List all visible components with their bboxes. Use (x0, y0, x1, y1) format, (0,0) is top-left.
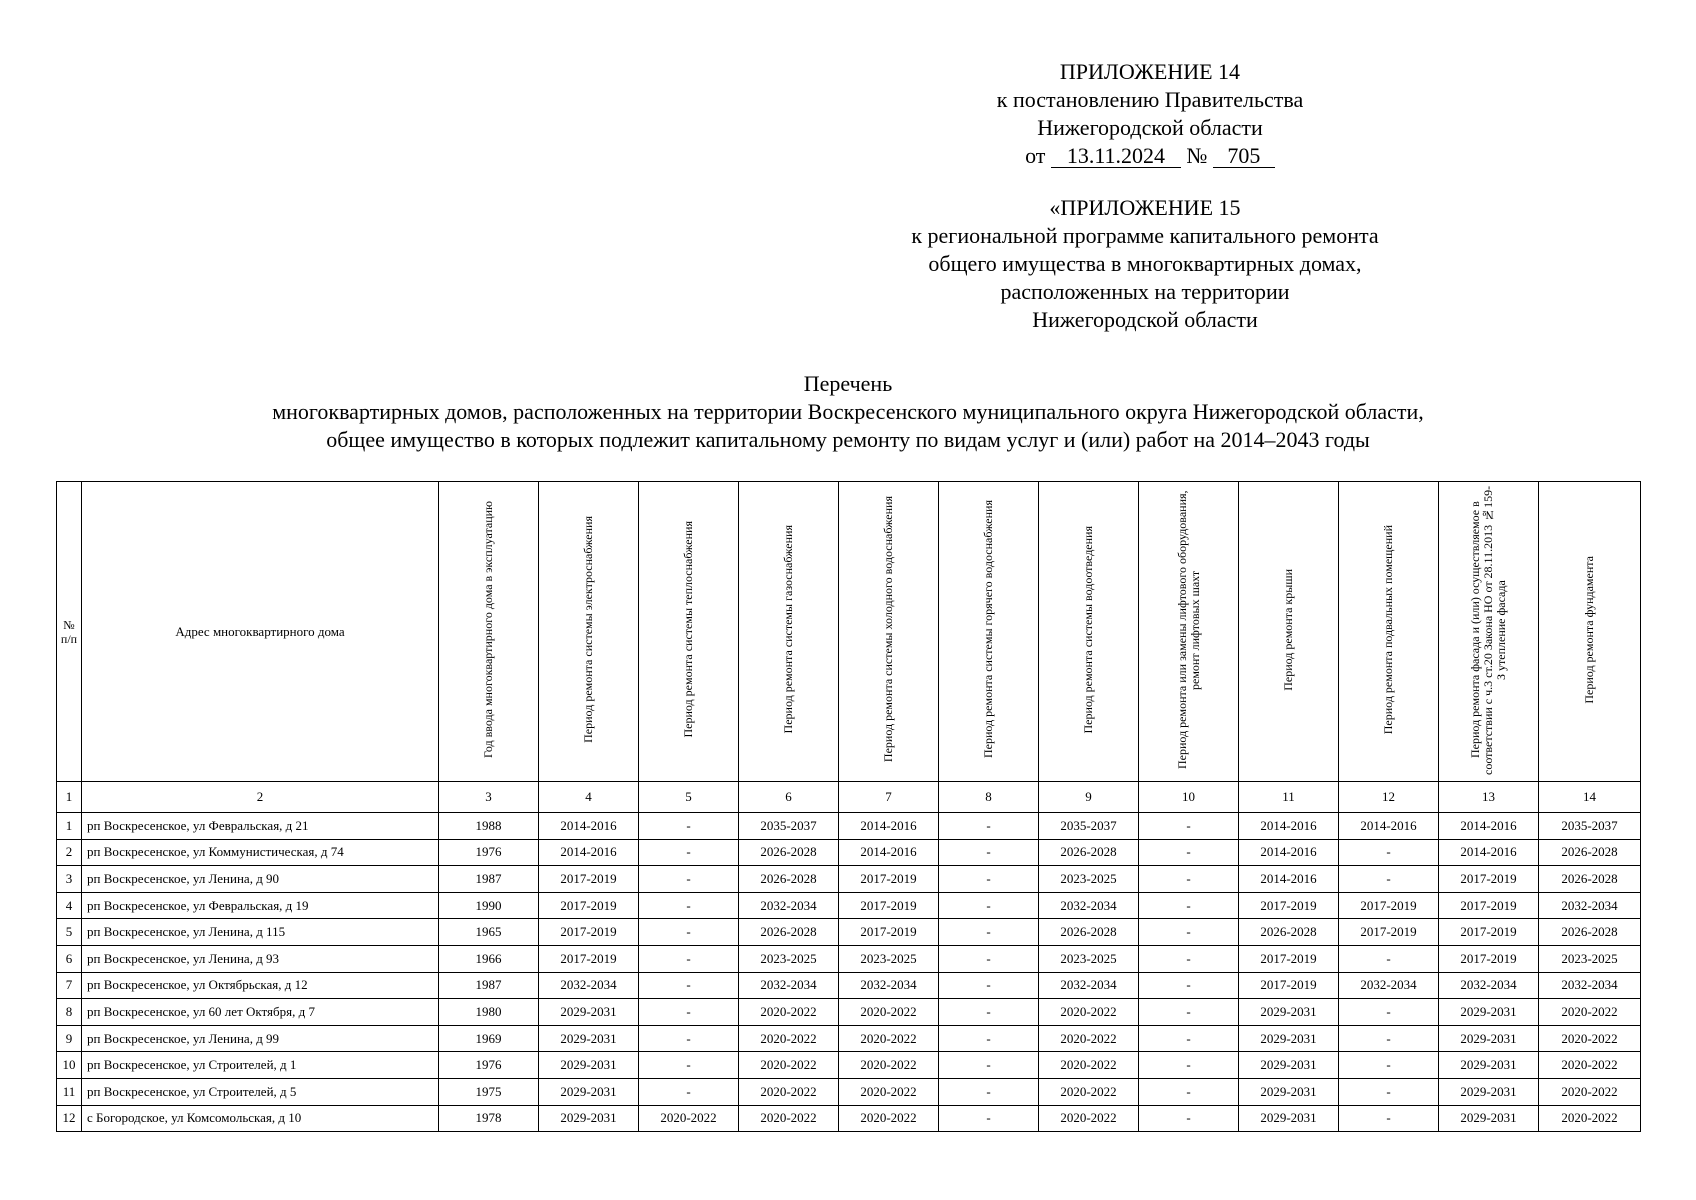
table-cell: - (639, 813, 739, 840)
table-cell: - (1339, 1078, 1439, 1105)
table-row (57, 972, 1641, 999)
document-title-line1: Перечень (803, 371, 893, 396)
table-cell: - (639, 999, 739, 1026)
table-cell: - (639, 892, 739, 919)
table-cell: 2029-2031 (1239, 999, 1339, 1026)
table-cell: 2035-2037 (739, 813, 839, 840)
table-cell: 2017-2019 (1439, 919, 1539, 946)
table-cell: 4 (57, 892, 82, 919)
table-cell: 1969 (439, 1025, 539, 1052)
resolution-number: 705 (1213, 145, 1275, 168)
table-cell: - (1139, 813, 1239, 840)
table-cell: 2017-2019 (1439, 945, 1539, 972)
table-cell: 2032-2034 (1039, 972, 1139, 999)
table-cell: 2017-2019 (839, 919, 939, 946)
table-cell: 3 (57, 866, 82, 893)
table-cell: - (939, 1078, 1039, 1105)
table-cell: 2032-2034 (539, 972, 639, 999)
table-cell: - (1139, 839, 1239, 866)
table-cell: 2032-2034 (1339, 972, 1439, 999)
table-cell: 11 (57, 1078, 82, 1105)
column-number-cell: 11 (1239, 782, 1339, 813)
table-cell: 1976 (439, 839, 539, 866)
table-cell: - (939, 1052, 1039, 1079)
table-cell: 2014-2016 (539, 839, 639, 866)
address-cell: рп Воскресенское, ул Февральская, д 19 (82, 892, 439, 919)
table-cell: 7 (57, 972, 82, 999)
table-cell: 2017-2019 (539, 866, 639, 893)
appendix-14-block (980, 58, 1320, 170)
table-cell: - (639, 945, 739, 972)
table-cell: 2020-2022 (739, 999, 839, 1026)
header-cell: Период ремонта системы водоотведения (1039, 482, 1139, 782)
table-cell: - (639, 972, 739, 999)
table-cell: - (1139, 1025, 1239, 1052)
address-cell: рп Воскресенское, ул Ленина, д 99 (82, 1025, 439, 1052)
column-number-cell: 14 (1539, 782, 1641, 813)
table-row (57, 945, 1641, 972)
address-cell: рп Воскресенское, ул Ленина, д 90 (82, 866, 439, 893)
address-cell: рп Воскресенское, ул Строителей, д 5 (82, 1078, 439, 1105)
table-cell: - (1339, 1105, 1439, 1132)
table-cell: 2020-2022 (639, 1105, 739, 1132)
table-cell: 2026-2028 (1539, 866, 1641, 893)
appendix-15-line4: Нижегородской области (1032, 307, 1258, 332)
appendix-15-title: «ПРИЛОЖЕНИЕ 15 (1049, 195, 1241, 220)
address-cell: рп Воскресенское, ул Февральская, д 21 (82, 813, 439, 840)
table-cell: 1975 (439, 1078, 539, 1105)
table-cell: 2029-2031 (1239, 1025, 1339, 1052)
table-cell: 2029-2031 (1239, 1052, 1339, 1079)
table-cell: 2029-2031 (539, 999, 639, 1026)
table-cell: 1980 (439, 999, 539, 1026)
table-cell: 2017-2019 (539, 919, 639, 946)
header-cell: № п/п (57, 482, 82, 782)
table-header-row (57, 482, 1641, 782)
address-cell: рп Воскресенское, ул 60 лет Октября, д 7 (82, 999, 439, 1026)
table-cell: - (1139, 972, 1239, 999)
table-cell: 2017-2019 (839, 892, 939, 919)
table-cell: 1987 (439, 866, 539, 893)
column-number-cell: 6 (739, 782, 839, 813)
appendix-15-block (900, 194, 1390, 334)
table-cell: 5 (57, 919, 82, 946)
header-cell: Период ремонта системы газоснабжения (739, 482, 839, 782)
header-cell: Год ввода многоквартирного дома в эксплуатацию (439, 482, 539, 782)
table-cell: 1988 (439, 813, 539, 840)
appendix-15-line2: общего имущества в многоквартирных домах, (928, 251, 1362, 276)
document-title-line2: многоквартирных домов, расположенных на территории Воскресенского муниципального округа Нижегородской области, (272, 399, 1424, 424)
header-cell: Период ремонта фасада и (или) осуществляемое в соответствии с ч.3 ст.20 Закона НО от 28.11.2013 №159-З утепление фасада (1439, 482, 1539, 782)
table-cell: 2026-2028 (1039, 919, 1139, 946)
table-cell: 2020-2022 (1039, 1025, 1139, 1052)
table-cell: 2032-2034 (1039, 892, 1139, 919)
table-cell: 1987 (439, 972, 539, 999)
table-cell: 2035-2037 (1039, 813, 1139, 840)
table-cell: 2026-2028 (1539, 839, 1641, 866)
table-cell: 2032-2034 (1439, 972, 1539, 999)
table-row (57, 1052, 1641, 1079)
header-cell: Период ремонта фундамента (1539, 482, 1641, 782)
address-cell: рп Воскресенское, ул Октябрьская, д 12 (82, 972, 439, 999)
table-cell: - (1139, 1105, 1239, 1132)
table-cell: - (1339, 1025, 1439, 1052)
table-cell: 2 (57, 839, 82, 866)
table-cell: 2014-2016 (1439, 839, 1539, 866)
table-cell: 2029-2031 (539, 1105, 639, 1132)
table-cell: 2020-2022 (839, 1078, 939, 1105)
table-cell: 2026-2028 (739, 839, 839, 866)
table-cell: 2032-2034 (1539, 892, 1641, 919)
table-cell: 2026-2028 (739, 866, 839, 893)
table-row (57, 839, 1641, 866)
appendix-15-line1: к региональной программе капитального ремонта (911, 223, 1379, 248)
document-title-line3: общее имущество в которых подлежит капитальному ремонту по видам услуг и (или) работ на 2014–2043 годы (326, 427, 1370, 452)
appendix-15-line3: расположенных на территории (1000, 279, 1290, 304)
appendix-14-line1: к постановлению Правительства (996, 87, 1304, 112)
table-cell: 2020-2022 (1539, 999, 1641, 1026)
table-cell: 2020-2022 (839, 1105, 939, 1132)
table-row (57, 866, 1641, 893)
table-row (57, 892, 1641, 919)
table-cell: 1990 (439, 892, 539, 919)
table-cell: 2029-2031 (1239, 1105, 1339, 1132)
header-cell: Адрес многоквартирного дома (82, 482, 439, 782)
table-cell: - (939, 972, 1039, 999)
table-cell: - (1139, 1078, 1239, 1105)
table-cell: 2029-2031 (1439, 1052, 1539, 1079)
table-cell: 2029-2031 (1439, 1078, 1539, 1105)
table-cell: 2014-2016 (539, 813, 639, 840)
table-cell: 2020-2022 (839, 1052, 939, 1079)
table-cell: - (1339, 839, 1439, 866)
appendix-14-line2: Нижегородской области (1037, 115, 1263, 140)
table-cell: 2035-2037 (1539, 813, 1641, 840)
table-cell: - (1339, 945, 1439, 972)
table-cell: - (939, 1105, 1039, 1132)
table-row (57, 1078, 1641, 1105)
table-cell: 2023-2025 (1039, 945, 1139, 972)
table-cell: 2017-2019 (539, 945, 639, 972)
table-cell: - (639, 1052, 739, 1079)
resolution-date: 13.11.2024 (1051, 145, 1181, 168)
column-number-cell: 4 (539, 782, 639, 813)
header-cell: Период ремонта подвальных помещений (1339, 482, 1439, 782)
table-cell: 2020-2022 (739, 1025, 839, 1052)
table-cell: 2017-2019 (1439, 866, 1539, 893)
table-cell: - (939, 1025, 1039, 1052)
table-cell: 2014-2016 (839, 839, 939, 866)
header-cell: Период ремонта системы горячего водоснабжения (939, 482, 1039, 782)
table-cell: 2020-2022 (739, 1052, 839, 1079)
table-cell: - (1139, 919, 1239, 946)
table-cell: 2020-2022 (739, 1078, 839, 1105)
table-cell: - (1339, 866, 1439, 893)
table-cell: - (939, 892, 1039, 919)
table-cell: 2014-2016 (1439, 813, 1539, 840)
table-cell: 2026-2028 (1039, 839, 1139, 866)
table-cell: 2017-2019 (1239, 892, 1339, 919)
table-cell: - (939, 839, 1039, 866)
header-cell: Период ремонта системы электроснабжения (539, 482, 639, 782)
table-cell: - (639, 1025, 739, 1052)
document-title (0, 370, 1696, 454)
table-cell: - (939, 813, 1039, 840)
table-cell: - (1139, 866, 1239, 893)
column-number-cell: 5 (639, 782, 739, 813)
column-number-cell: 8 (939, 782, 1039, 813)
header-cell: Период ремонта или замены лифтового оборудования, ремонт лифтовых шахт (1139, 482, 1239, 782)
appendix-14-title: ПРИЛОЖЕНИЕ 14 (1059, 59, 1241, 84)
table-cell: 2023-2025 (739, 945, 839, 972)
column-number-cell: 7 (839, 782, 939, 813)
table-cell: 9 (57, 1025, 82, 1052)
table-cell: - (1139, 999, 1239, 1026)
table-cell: 2029-2031 (539, 1025, 639, 1052)
table-cell: 2017-2019 (1239, 972, 1339, 999)
table-cell: 2029-2031 (1439, 1025, 1539, 1052)
table-row (57, 919, 1641, 946)
table-row (57, 813, 1641, 840)
table-cell: 2020-2022 (739, 1105, 839, 1132)
address-cell: рп Воскресенское, ул Строителей, д 1 (82, 1052, 439, 1079)
table-cell: 2032-2034 (1539, 972, 1641, 999)
table-cell: 2020-2022 (1039, 999, 1139, 1026)
table-cell: 2029-2031 (1239, 1078, 1339, 1105)
table-cell: 2020-2022 (1039, 1105, 1139, 1132)
number-sign: № (1186, 143, 1208, 168)
header-cell: Период ремонта крыши (1239, 482, 1339, 782)
table-cell: 2023-2025 (1539, 945, 1641, 972)
table-row (57, 1025, 1641, 1052)
table-cell: - (639, 919, 739, 946)
address-cell: с Богородское, ул Комсомольская, д 10 (82, 1105, 439, 1132)
table-cell: 2017-2019 (1239, 945, 1339, 972)
table-cell: 2017-2019 (539, 892, 639, 919)
table-cell: 2017-2019 (1339, 892, 1439, 919)
column-number-cell: 3 (439, 782, 539, 813)
table-row (57, 1105, 1641, 1132)
table-cell: - (939, 945, 1039, 972)
table-row (57, 999, 1641, 1026)
table-cell: 2020-2022 (839, 1025, 939, 1052)
header-cell: Период ремонта системы теплоснабжения (639, 482, 739, 782)
table-cell: 2026-2028 (1539, 919, 1641, 946)
table-cell: 2029-2031 (1439, 1105, 1539, 1132)
table-cell: 2026-2028 (1239, 919, 1339, 946)
table-cell: - (939, 999, 1039, 1026)
column-number-cell: 10 (1139, 782, 1239, 813)
table-cell: 2017-2019 (1439, 892, 1539, 919)
column-number-cell: 9 (1039, 782, 1139, 813)
table-cell: 2029-2031 (539, 1078, 639, 1105)
table-cell: 2020-2022 (1539, 1078, 1641, 1105)
table-cell: 2014-2016 (1239, 839, 1339, 866)
table-cell: - (1139, 1052, 1239, 1079)
table-cell: - (639, 866, 739, 893)
table-cell: 2023-2025 (1039, 866, 1139, 893)
table-cell: 2032-2034 (839, 972, 939, 999)
houses-table (56, 481, 1641, 1132)
table-cell: 2014-2016 (839, 813, 939, 840)
column-number-cell: 1 (57, 782, 82, 813)
table-cell: 2023-2025 (839, 945, 939, 972)
column-number-row (57, 782, 1641, 813)
table-cell: 2020-2022 (839, 999, 939, 1026)
table-cell: 1965 (439, 919, 539, 946)
table-cell: - (939, 919, 1039, 946)
table-cell: 6 (57, 945, 82, 972)
table-cell: 2017-2019 (1339, 919, 1439, 946)
table-cell: 2014-2016 (1239, 866, 1339, 893)
table-cell: - (639, 1078, 739, 1105)
table-cell: 2026-2028 (739, 919, 839, 946)
table-cell: 2029-2031 (1439, 999, 1539, 1026)
table-cell: 1978 (439, 1105, 539, 1132)
table-cell: 2020-2022 (1539, 1052, 1641, 1079)
table-cell: 1966 (439, 945, 539, 972)
table-cell: 1976 (439, 1052, 539, 1079)
table-cell: 2029-2031 (539, 1052, 639, 1079)
table-cell: 2020-2022 (1039, 1078, 1139, 1105)
header-cell: Период ремонта системы холодного водоснабжения (839, 482, 939, 782)
address-cell: рп Воскресенское, ул Ленина, д 115 (82, 919, 439, 946)
table-cell: - (1339, 1052, 1439, 1079)
table-cell: 2014-2016 (1339, 813, 1439, 840)
appendix-14-regline (1025, 142, 1275, 170)
table-cell: 2020-2022 (1039, 1052, 1139, 1079)
table-cell: 2020-2022 (1539, 1025, 1641, 1052)
from-prefix: от (1025, 143, 1046, 168)
table-cell: - (1139, 892, 1239, 919)
table-cell: - (939, 866, 1039, 893)
table-cell: 8 (57, 999, 82, 1026)
address-cell: рп Воскресенское, ул Коммунистическая, д 74 (82, 839, 439, 866)
table-cell: - (1339, 999, 1439, 1026)
column-number-cell: 13 (1439, 782, 1539, 813)
table-cell: 10 (57, 1052, 82, 1079)
table-cell: 2032-2034 (739, 972, 839, 999)
column-number-cell: 2 (82, 782, 439, 813)
address-cell: рп Воскресенское, ул Ленина, д 93 (82, 945, 439, 972)
table-cell: 2014-2016 (1239, 813, 1339, 840)
table-cell: 2032-2034 (739, 892, 839, 919)
table-cell: 2017-2019 (839, 866, 939, 893)
table-cell: 1 (57, 813, 82, 840)
table-cell: 2020-2022 (1539, 1105, 1641, 1132)
table-cell: - (1139, 945, 1239, 972)
table-cell: - (639, 839, 739, 866)
table-cell: 12 (57, 1105, 82, 1132)
column-number-cell: 12 (1339, 782, 1439, 813)
